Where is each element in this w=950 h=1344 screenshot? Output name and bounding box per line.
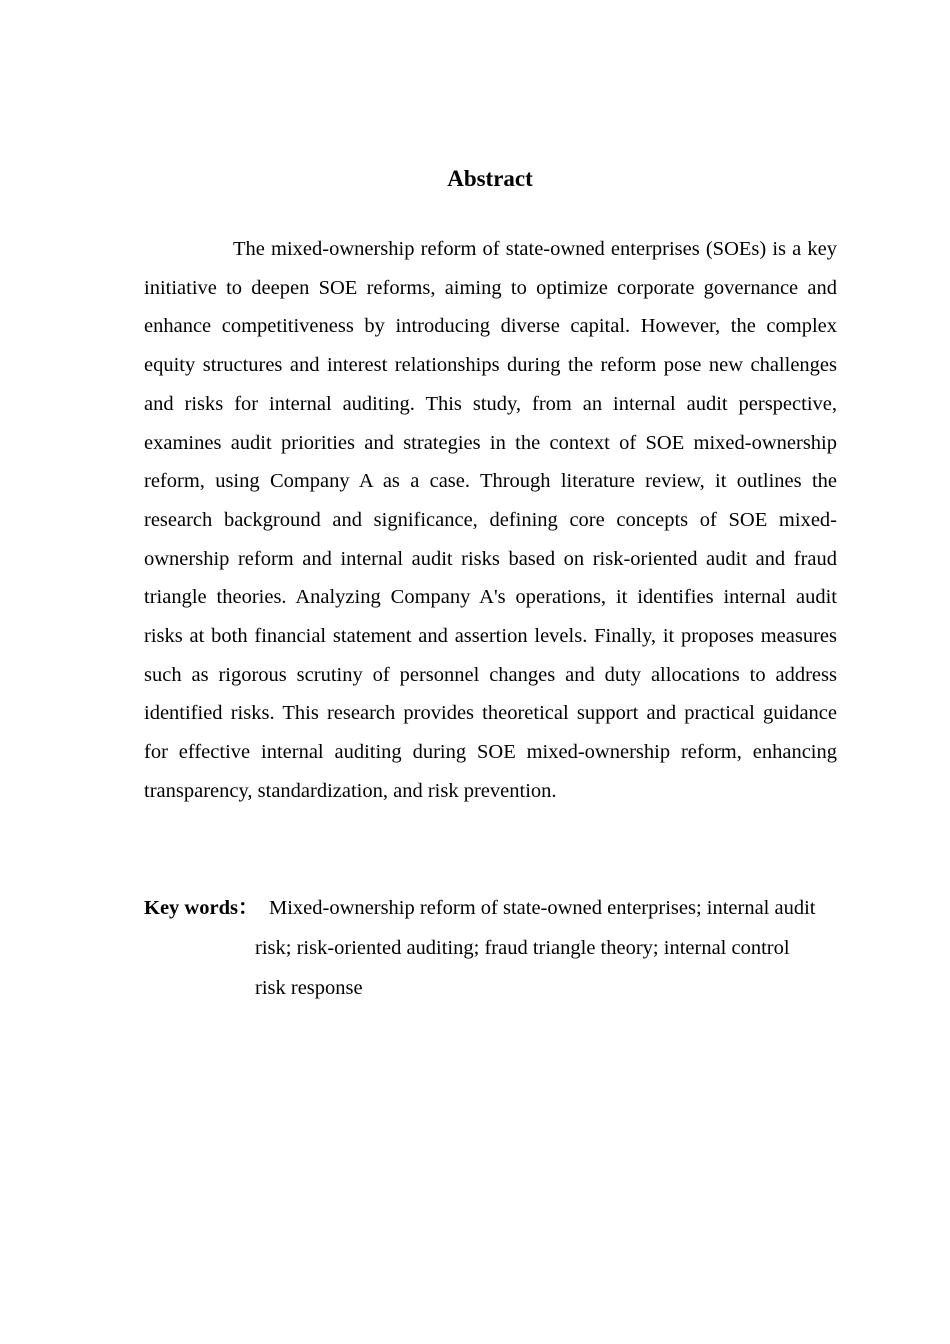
keywords-label: Key words： bbox=[144, 897, 259, 919]
abstract-paragraph: The mixed-ownership reform of state-owned enterprises (SOEs) is a key initiative to deepen SOE reforms, aiming to optimize corporate governance and enhance competitiveness by introducing diverse capital. However, the complex equity structures and interest relationships during the reform pose new challenges and risks for internal auditing. This study, from an internal audit perspective, examines audit priorities and strategies in the context of SOE mixed-ownership reform, using Company A as a case. Through literature review, it outlines the research background and significance, defining core concepts of SOE mixed-ownership reform and internal audit risks based on risk-oriented audit and fraud triangle theories. Analyzing Company A's operations, it identifies internal audit risks at both financial statement and assertion levels. Finally, it proposes measures such as rigorous scrutiny of personnel changes and duty allocations to address identified risks. This research provides theoretical support and practical guidance for effective internal auditing during SOE mixed-ownership reform, enhancing transparency, standardization, and risk prevention. bbox=[144, 238, 837, 802]
abstract-title: Abstract bbox=[447, 166, 533, 191]
keywords-text: Mixed-ownership reform of state-owned enterprises; internal audit risk; risk-oriented auditing; fraud triangle theory; internal control risk response bbox=[255, 897, 816, 999]
